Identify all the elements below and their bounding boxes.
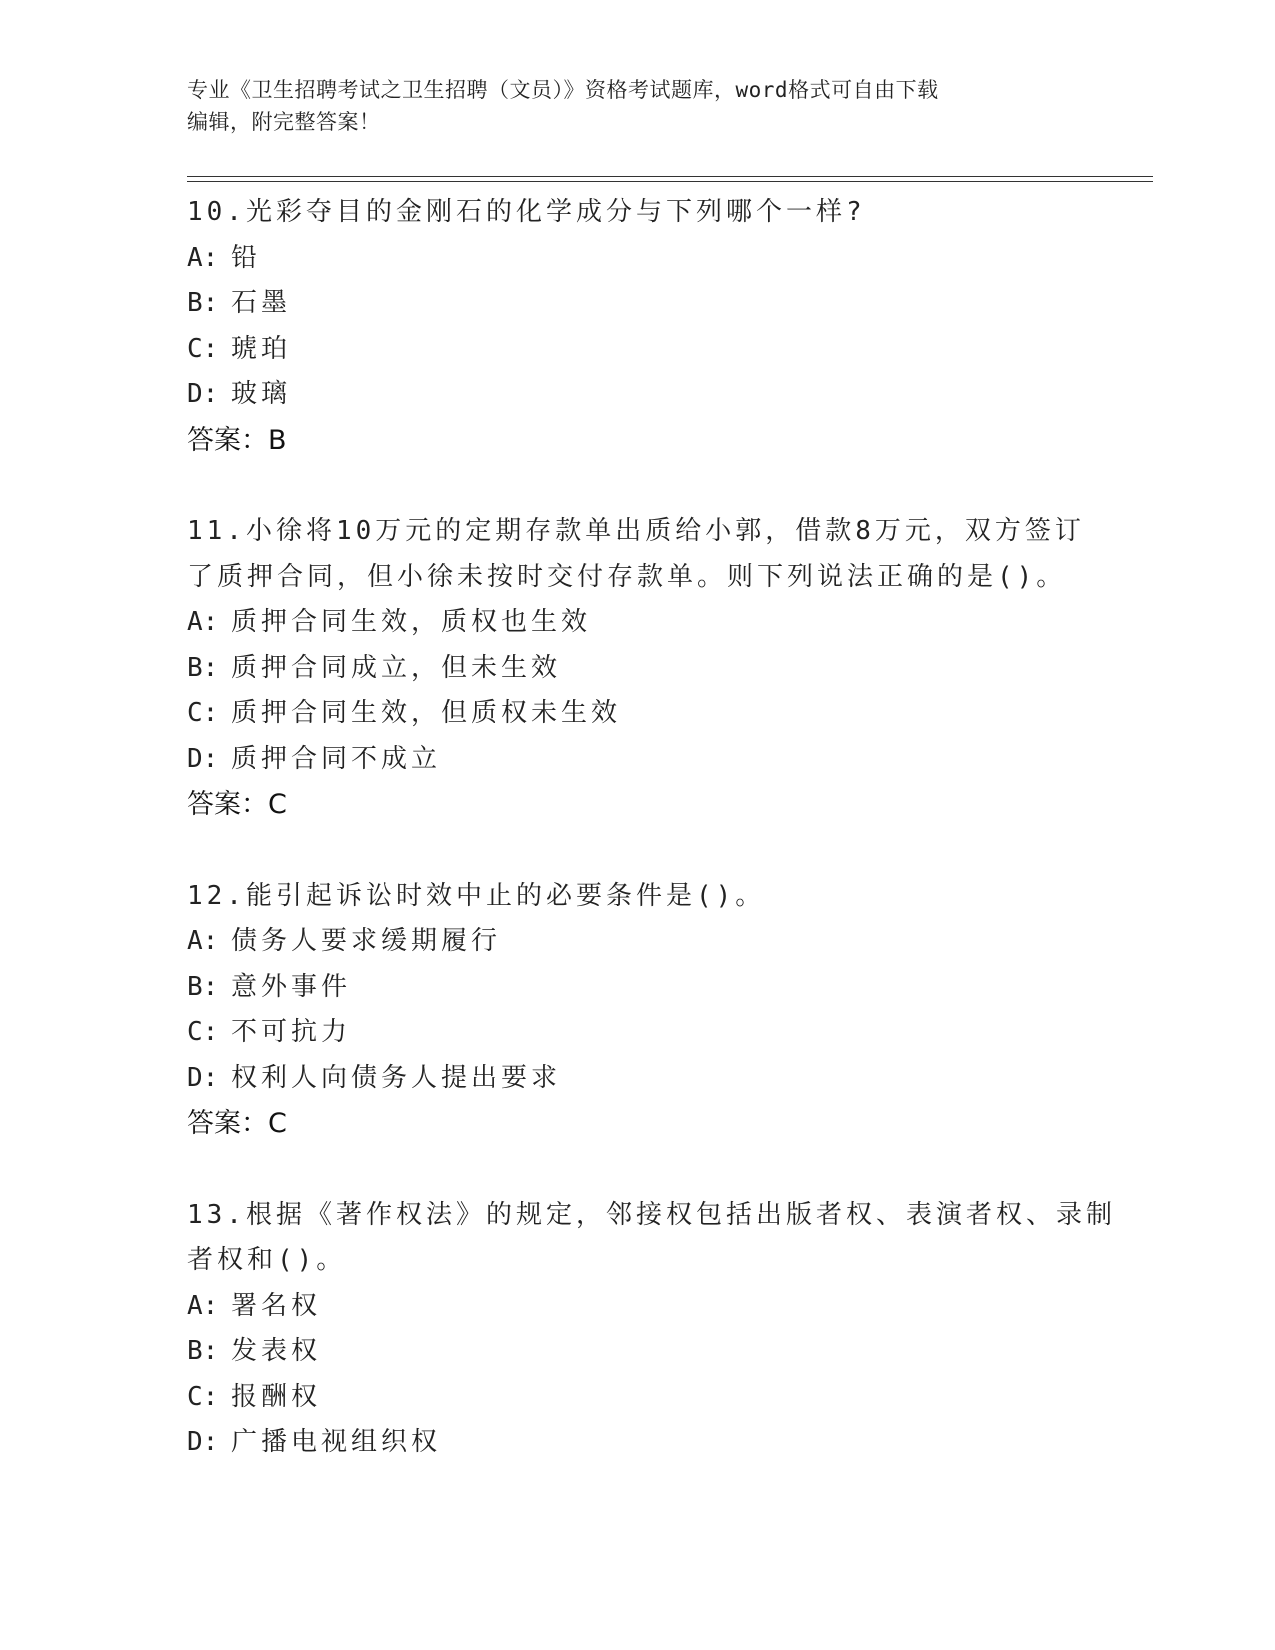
question-spacer	[187, 1147, 1087, 1193]
option-key: C:	[187, 333, 219, 364]
option-key: A:	[187, 926, 219, 956]
question-10-option-d	[187, 372, 1087, 418]
header-divider-top	[187, 176, 1153, 177]
question-11	[187, 509, 1087, 828]
option-text: 不可抗力	[231, 1017, 352, 1047]
question-13-text-line-2: 者权和()。	[187, 1245, 347, 1275]
question-13-option-d	[187, 1420, 1087, 1466]
question-13-option-b	[187, 1329, 1087, 1375]
question-13-option-c	[187, 1375, 1087, 1421]
option-key: D:	[187, 1427, 219, 1457]
question-spacer	[187, 463, 1087, 509]
option-key: A:	[187, 607, 219, 637]
question-10-option-c	[187, 327, 1087, 373]
option-key: D:	[187, 743, 219, 774]
option-key: C:	[187, 1017, 219, 1047]
question-10	[187, 190, 1087, 463]
option-text: 广播电视组织权	[231, 1427, 442, 1457]
option-text: 玻璃	[231, 379, 292, 409]
header-line-2: 编辑，附完整答案！	[187, 110, 381, 134]
option-text: 铅	[231, 242, 262, 273]
document-header	[187, 74, 1087, 138]
question-12-option-b	[187, 965, 1087, 1011]
question-13-option-a	[187, 1284, 1087, 1330]
option-key: B:	[187, 1336, 219, 1366]
option-key: A:	[187, 242, 219, 273]
option-text: 质押合同成立，但未生效	[231, 652, 562, 683]
question-11-text-line-1: 11.小徐将10万元的定期存款单出质给小郭，借款8万元，双方签订	[187, 516, 1085, 546]
question-12-answer: 答案：C	[187, 1108, 287, 1139]
question-13	[187, 1193, 1116, 1466]
question-11-option-c	[187, 691, 1087, 737]
option-key: B:	[187, 652, 219, 683]
question-12-option-a	[187, 919, 1087, 965]
question-spacer	[187, 828, 1087, 874]
option-text: 署名权	[231, 1290, 322, 1321]
option-text: 质押合同生效，质权也生效	[231, 607, 592, 637]
question-list	[187, 190, 1116, 1466]
question-12-option-c	[187, 1010, 1087, 1056]
option-text: 发表权	[231, 1336, 322, 1366]
question-13-text-line-1: 13.根据《著作权法》的规定，邻接权包括出版者权、表演者权、录制	[187, 1199, 1116, 1230]
question-10-option-a	[187, 236, 1087, 282]
option-key: B:	[187, 288, 219, 318]
question-11-option-d	[187, 737, 1087, 783]
question-11-option-b	[187, 646, 1087, 692]
option-text: 权利人向债务人提出要求	[231, 1062, 562, 1093]
option-key: A:	[187, 1290, 219, 1321]
option-key: D:	[187, 1062, 219, 1093]
question-12-option-d	[187, 1056, 1087, 1102]
header-line-1: 专业《卫生招聘考试之卫生招聘（文员）》资格考试题库，word格式可自由下载	[187, 78, 939, 102]
option-text: 琥珀	[231, 333, 292, 364]
header-divider-bottom	[187, 181, 1153, 182]
option-text: 意外事件	[231, 971, 352, 1002]
question-11-text-line-2: 了质押合同，但小徐未按时交付存款单。则下列说法正确的是()。	[187, 561, 1067, 592]
option-text: 质押合同不成立	[231, 743, 442, 774]
option-text: 报酬权	[231, 1381, 322, 1412]
option-text: 债务人要求缓期履行	[231, 926, 502, 956]
option-text: 石墨	[231, 288, 292, 318]
option-text: 质押合同生效，但质权未生效	[231, 698, 622, 728]
question-10-answer: 答案：B	[187, 424, 287, 456]
question-10-text: 10.光彩夺目的金刚石的化学成分与下列哪个一样?	[187, 197, 866, 227]
option-key: D:	[187, 379, 219, 409]
question-12-text: 12.能引起诉讼时效中止的必要条件是()。	[187, 880, 766, 911]
option-key: B:	[187, 971, 219, 1002]
option-key: C:	[187, 698, 219, 728]
question-11-answer: 答案：C	[187, 789, 287, 820]
question-11-option-a	[187, 600, 1087, 646]
option-key: C:	[187, 1381, 219, 1412]
question-10-option-b	[187, 281, 1087, 327]
question-12	[187, 874, 1087, 1147]
